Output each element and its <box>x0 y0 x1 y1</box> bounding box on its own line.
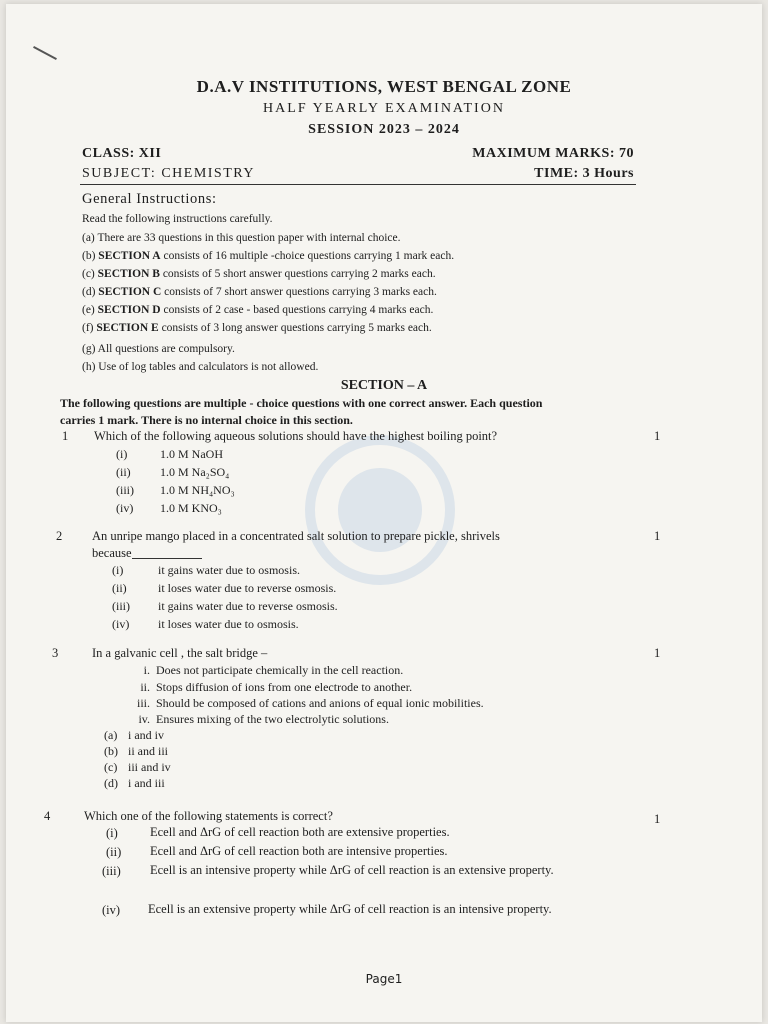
option-label: (i) <box>112 563 124 577</box>
statement-text: Should be composed of cations and anions of equal ionic mobilities. <box>156 696 484 710</box>
statement-label: ii. <box>140 680 150 694</box>
option-label: (iii) <box>116 483 134 497</box>
option-label: (ii) <box>112 581 127 595</box>
option-text: Ecell and ΔrG of cell reaction both are intensive properties. <box>150 844 448 858</box>
question-text: In a galvanic cell , the salt bridge – <box>92 646 268 660</box>
header-divider <box>80 184 636 185</box>
instruction-item: (c) SECTION B consists of 5 short answer questions carrying 2 marks each. <box>82 268 436 280</box>
question-marks: 1 <box>654 812 661 826</box>
question-marks: 1 <box>654 429 661 443</box>
option-label: (a) <box>104 728 118 742</box>
option-text: 1.0 M NaOH <box>160 447 223 461</box>
option-label: (ii) <box>116 465 131 479</box>
page-number: Page1 <box>365 972 403 986</box>
option-label: (b) <box>104 744 118 758</box>
option-text: Ecell is an extensive property while ΔrG of cell reaction is an intensive property. <box>148 902 552 916</box>
section-note-line1: The following questions are multiple - choice questions with one correct answer. Each question <box>60 396 543 410</box>
option-label: (iv) <box>102 903 121 917</box>
instruction-item: (g) All questions are compulsory. <box>82 343 235 355</box>
statement-label: iv. <box>138 712 150 726</box>
instruction-item: (e) SECTION D consists of 2 case - based questions carrying 4 marks each. <box>82 304 434 316</box>
option-label: (c) <box>104 760 118 774</box>
instruction-item: (h) Use of log tables and calculators is not allowed. <box>82 361 319 373</box>
option-label: (iii) <box>102 864 121 878</box>
option-text: Ecell is an intensive property while ΔrG of cell reaction is an extensive property. <box>150 863 554 877</box>
class-label: CLASS: XII <box>82 146 162 161</box>
question-number: 4 <box>44 809 51 823</box>
question-number: 2 <box>56 529 63 543</box>
exam-title: HALF YEARLY EXAMINATION <box>263 101 505 116</box>
question-text-continued: because <box>92 546 202 561</box>
option-text: 1.0 M Na₂SO₄ <box>160 465 230 479</box>
option-text: it gains water due to reverse osmosis. <box>158 599 338 613</box>
question-number: 1 <box>62 429 69 443</box>
option-text: iii and iv <box>128 760 171 774</box>
option-text: 1.0 M NH₄NO₃ <box>160 483 235 497</box>
session-title: SESSION 2023 – 2024 <box>308 122 460 137</box>
option-label: (ii) <box>106 845 122 859</box>
institution-title: D.A.V INSTITUTIONS, WEST BENGAL ZONE <box>196 77 572 96</box>
statement-text: Stops diffusion of ions from one electrode to another. <box>156 680 413 694</box>
option-text: it loses water due to reverse osmosis. <box>158 581 337 595</box>
instruction-item: (f) SECTION E consists of 3 long answer questions carrying 5 marks each. <box>82 322 432 334</box>
option-text: Ecell and ΔrG of cell reaction both are extensive properties. <box>150 825 450 839</box>
section-a-title: SECTION – A <box>340 378 428 393</box>
statement-label: iii. <box>136 696 150 710</box>
statement-label: i. <box>143 663 150 677</box>
option-text: i and iii <box>128 776 165 790</box>
option-text: it loses water due to osmosis. <box>158 617 299 631</box>
instruction-item: (a) There are 33 questions in this question paper with internal choice. <box>82 232 401 244</box>
school-logo-watermark <box>300 430 460 590</box>
statement-text: Ensures mixing of the two electrolytic solutions. <box>156 712 389 726</box>
question-text: Which one of the following statements is correct? <box>84 809 333 823</box>
option-label: (i) <box>116 447 128 461</box>
statement-text: Does not participate chemically in the cell reaction. <box>156 663 404 677</box>
instructions-title: General Instructions: <box>82 191 217 207</box>
option-text: it gains water due to osmosis. <box>158 563 300 577</box>
option-label: (iii) <box>112 599 130 613</box>
question-marks: 1 <box>654 529 661 543</box>
question-text: Which of the following aqueous solutions should have the highest boiling point? <box>94 429 498 443</box>
max-marks-label: MAXIMUM MARKS: 70 <box>472 146 634 161</box>
instruction-item: (b) SECTION A consists of 16 multiple -choice questions carrying 1 mark each. <box>82 250 455 262</box>
subject-label: SUBJECT: CHEMISTRY <box>82 166 255 181</box>
option-label: (iv) <box>116 501 134 515</box>
question-text: An unripe mango placed in a concentrated salt solution to prepare pickle, shrivels <box>92 529 500 543</box>
question-number: 3 <box>52 646 59 660</box>
instruction-item: (d) SECTION C consists of 7 short answer questions carrying 3 marks each. <box>82 286 437 298</box>
answer-blank <box>132 546 202 559</box>
time-label: TIME: 3 Hours <box>534 166 634 181</box>
instructions-intro: Read the following instructions carefully. <box>82 213 273 225</box>
section-note-line2: carries 1 mark. There is no internal choice in this section. <box>60 413 353 427</box>
option-label: (d) <box>104 776 118 790</box>
option-label: (i) <box>106 826 118 840</box>
option-text: i and iv <box>128 728 164 742</box>
option-label: (iv) <box>112 617 130 631</box>
option-text: 1.0 M KNO₃ <box>160 501 222 515</box>
question-marks: 1 <box>654 646 661 660</box>
option-text: ii and iii <box>128 744 168 758</box>
